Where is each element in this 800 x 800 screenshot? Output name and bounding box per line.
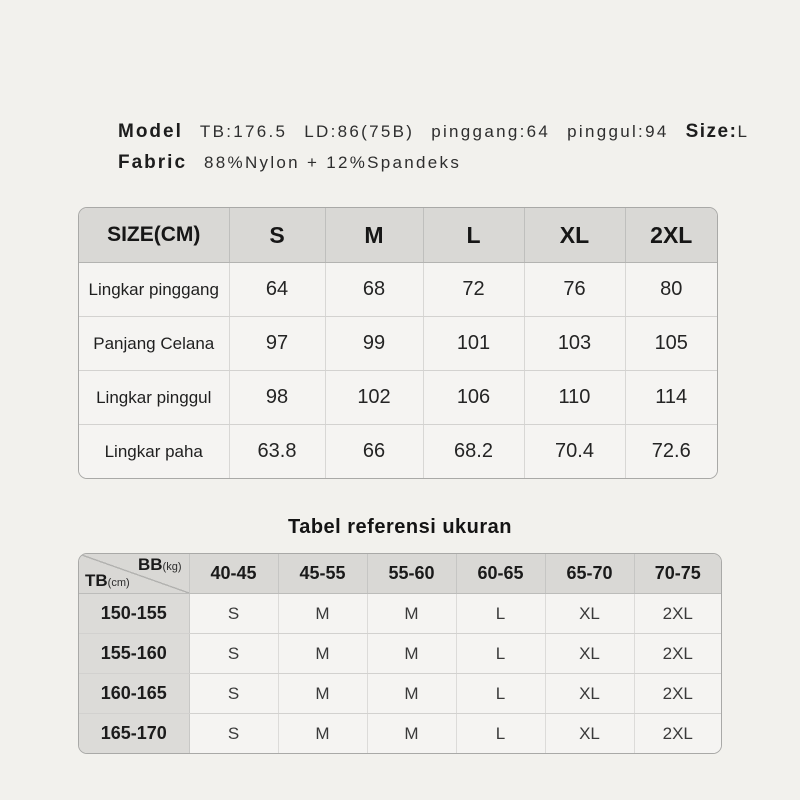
corner-cell — [79, 554, 189, 594]
model-label: Model — [118, 121, 183, 142]
size-table-row — [79, 425, 717, 479]
fabric-value: 88%Nylon + 12%Spandeks — [204, 153, 462, 172]
size-table-row-label: Lingkar pinggang — [79, 263, 229, 317]
reference-table-cell: M — [278, 634, 367, 674]
reference-table-cell: M — [367, 714, 456, 754]
reference-table-cell: M — [367, 674, 456, 714]
reference-table-cell: 2XL — [634, 634, 721, 674]
weight-range-header: 40-45 — [189, 554, 278, 594]
weight-range-header: 65-70 — [545, 554, 634, 594]
model-line — [118, 121, 749, 152]
reference-table-cell: 2XL — [634, 674, 721, 714]
size-table-col-header: M — [325, 208, 423, 263]
reference-table-cell: M — [278, 594, 367, 634]
size-table-col-header: 2XL — [625, 208, 717, 263]
reference-table — [79, 554, 721, 753]
size-table-row — [79, 263, 717, 317]
size-table-col-header: XL — [524, 208, 625, 263]
reference-table-cell: L — [456, 674, 545, 714]
size-table-corner-header: SIZE(CM) — [79, 208, 229, 263]
size-table-col-header: S — [229, 208, 325, 263]
model-spec-pinggul: pinggul:94 — [567, 122, 669, 141]
reference-table-header-row — [79, 554, 721, 594]
height-range-label: 165-170 — [79, 714, 189, 754]
size-table-col-header: L — [423, 208, 524, 263]
reference-table-row — [79, 634, 721, 674]
size-label: Size: — [685, 121, 738, 142]
size-table-cell: 110 — [524, 371, 625, 425]
size-table-container — [78, 207, 718, 479]
reference-table-cell: 2XL — [634, 714, 721, 754]
size-table-cell: 101 — [423, 317, 524, 371]
size-table — [79, 208, 717, 478]
reference-table-cell: M — [278, 674, 367, 714]
size-table-cell: 72.6 — [625, 425, 717, 479]
size-table-cell: 98 — [229, 371, 325, 425]
height-range-label: 160-165 — [79, 674, 189, 714]
size-table-cell: 66 — [325, 425, 423, 479]
size-table-row — [79, 317, 717, 371]
size-table-cell: 80 — [625, 263, 717, 317]
size-table-row-label: Lingkar paha — [79, 425, 229, 479]
model-size — [686, 121, 750, 143]
model-spec-ld: LD:86(75B) — [304, 122, 415, 141]
size-table-row — [79, 371, 717, 425]
reference-table-cell: XL — [545, 674, 634, 714]
reference-table-row — [79, 594, 721, 634]
reference-table-cell: L — [456, 714, 545, 754]
size-value: L — [737, 122, 750, 141]
weight-range-header: 55-60 — [367, 554, 456, 594]
reference-table-container — [78, 553, 722, 754]
size-table-cell: 68.2 — [423, 425, 524, 479]
reference-table-cell: S — [189, 674, 278, 714]
height-axis-label: TB(cm) — [85, 571, 130, 590]
size-table-cell: 70.4 — [524, 425, 625, 479]
model-info — [118, 121, 749, 183]
reference-table-row — [79, 714, 721, 754]
reference-table-cell: L — [456, 634, 545, 674]
size-table-cell: 63.8 — [229, 425, 325, 479]
weight-range-header: 45-55 — [278, 554, 367, 594]
reference-table-row — [79, 674, 721, 714]
size-table-cell: 102 — [325, 371, 423, 425]
reference-table-cell: XL — [545, 714, 634, 754]
model-spec-tb: TB:176.5 — [199, 122, 288, 141]
reference-table-cell: 2XL — [634, 594, 721, 634]
size-table-header-row — [79, 208, 717, 263]
weight-range-header: 70-75 — [634, 554, 721, 594]
reference-table-cell: S — [189, 634, 278, 674]
size-table-cell: 106 — [423, 371, 524, 425]
size-table-cell: 97 — [229, 317, 325, 371]
reference-table-cell: L — [456, 594, 545, 634]
weight-range-header: 60-65 — [456, 554, 545, 594]
height-range-label: 155-160 — [79, 634, 189, 674]
reference-table-cell: M — [278, 714, 367, 754]
reference-table-cell: XL — [545, 634, 634, 674]
weight-axis-label: BB(kg) — [137, 555, 182, 574]
size-table-cell: 105 — [625, 317, 717, 371]
size-table-cell: 68 — [325, 263, 423, 317]
reference-table-body — [79, 594, 721, 754]
fabric-line — [118, 152, 749, 183]
reference-table-cell: M — [367, 634, 456, 674]
reference-table-cell: XL — [545, 594, 634, 634]
size-table-cell: 64 — [229, 263, 325, 317]
size-table-row-label: Panjang Celana — [79, 317, 229, 371]
size-table-cell: 72 — [423, 263, 524, 317]
height-range-label: 150-155 — [79, 594, 189, 634]
size-table-cell: 99 — [325, 317, 423, 371]
reference-table-title: Tabel referensi ukuran — [287, 516, 513, 538]
size-table-body — [79, 263, 717, 479]
fabric-label: Fabric — [118, 152, 188, 173]
size-table-cell: 76 — [524, 263, 625, 317]
reference-table-cell: S — [189, 714, 278, 754]
size-table-cell: 114 — [625, 371, 717, 425]
model-spec-pinggang: pinggang:64 — [431, 122, 551, 141]
reference-table-cell: M — [367, 594, 456, 634]
reference-table-cell: S — [189, 594, 278, 634]
size-table-cell: 103 — [524, 317, 625, 371]
size-table-row-label: Lingkar pinggul — [79, 371, 229, 425]
